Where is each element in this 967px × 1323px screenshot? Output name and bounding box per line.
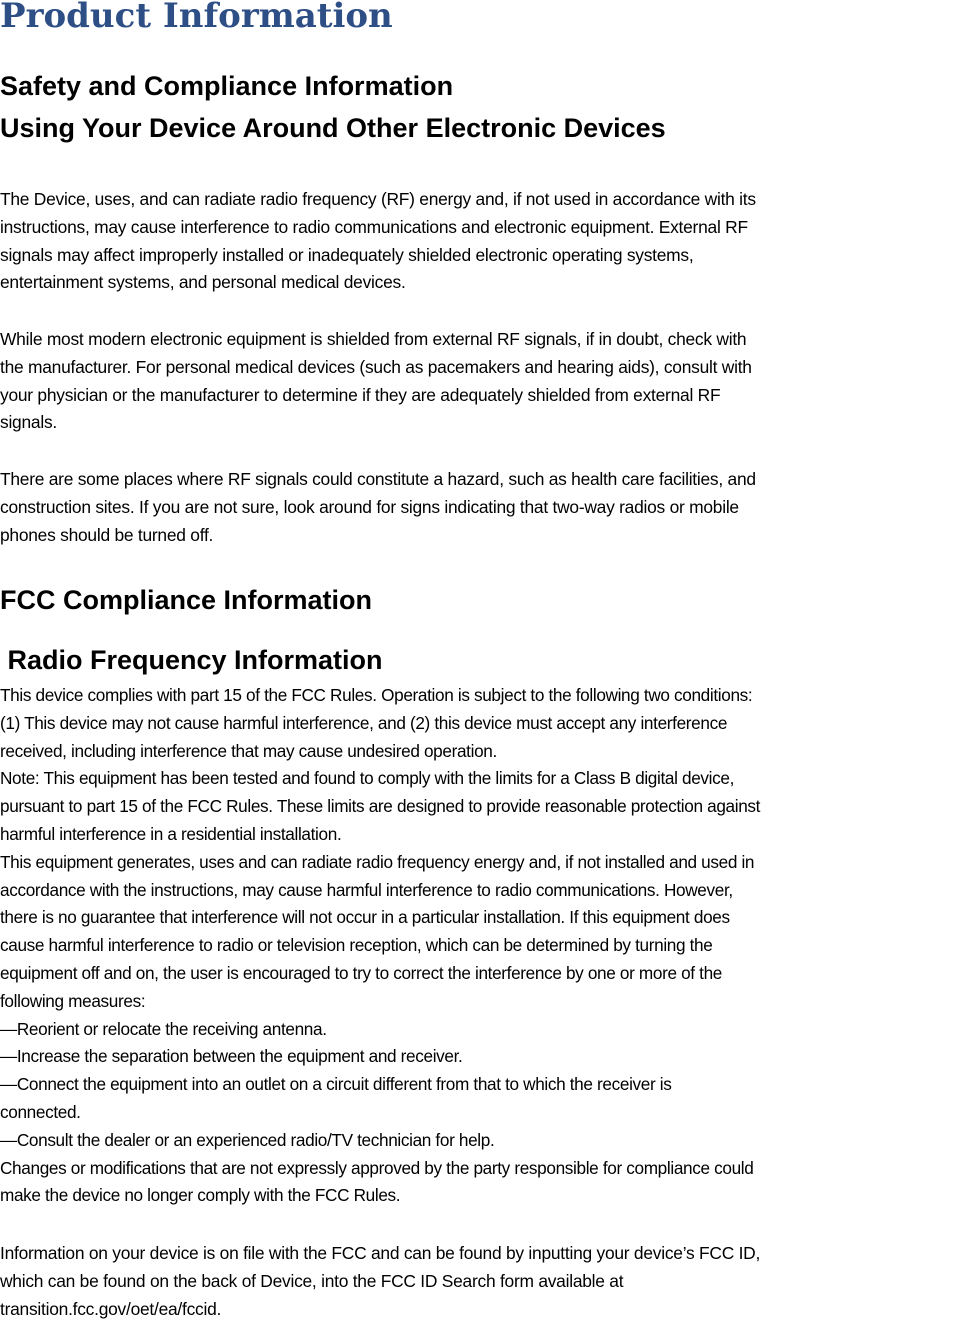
text-line: —Connect the equipment into an outlet on a circuit different from that to which the receiver is xyxy=(0,1074,672,1095)
text-line: —Reorient or relocate the receiving antenna. xyxy=(0,1018,327,1039)
text-line: cause harmful interference to radio or television reception, which can be determined by turning the xyxy=(0,935,713,956)
text-line: phones should be turned off. xyxy=(0,524,214,545)
text-line: make the device no longer comply with the FCC Rules. xyxy=(0,1185,401,1206)
text-line: equipment off and on, the user is encouraged to try to correct the interference by one or more of the xyxy=(0,962,722,983)
safety-paragraph-3 xyxy=(0,466,967,549)
electronic-devices-heading: Using Your Device Around Other Electronic Devices xyxy=(0,113,666,143)
text-line: (1) This device may not cause harmful interference, and (2) this device must accept any interference xyxy=(0,712,728,733)
text-line: While most modern electronic equipment is shielded from external RF signals, if in doubt, check with xyxy=(0,329,747,349)
text-line: This equipment generates, uses and can radiate radio frequency energy and, if not installed and used in xyxy=(0,851,755,872)
text-line: Changes or modifications that are not expressly approved by the party responsible for compliance could xyxy=(0,1157,754,1178)
text-line: instructions, may cause interference to radio communications and electronic equipment. External RF xyxy=(0,216,748,237)
text-line: entertainment systems, and personal medical devices. xyxy=(0,272,406,293)
page-title: Product Information xyxy=(0,0,393,36)
text-line: following measures: xyxy=(0,990,146,1011)
fcc-heading: FCC Compliance Information xyxy=(0,585,373,615)
text-line: construction sites. If you are not sure, look around for signs indicating that two-way radios or mobile xyxy=(0,496,739,517)
text-line: the manufacturer. For personal medical devices (such as pacemakers and hearing aids), consult with xyxy=(0,356,752,377)
rf-subheading: Radio Frequency Information xyxy=(0,645,383,675)
text-line: your physician or the manufacturer to determine if they are adequately shielded from external RF xyxy=(0,384,721,405)
text-line: there is no guarantee that interference will not occur in a particular installation. If this equipment does xyxy=(0,907,730,928)
text-line: connected. xyxy=(0,1101,81,1122)
safety-paragraph-2 xyxy=(0,326,967,437)
text-line: This device complies with part 15 of the FCC Rules. Operation is subject to the following two conditions: xyxy=(0,685,753,705)
text-line: signals may affect improperly installed or inadequately shielded electronic operating systems, xyxy=(0,244,694,265)
text-line: transition.fcc.gov/oet/ea/fccid. xyxy=(0,1298,222,1319)
text-line: There are some places where RF signals could constitute a hazard, such as health care facilities, and xyxy=(0,469,756,489)
text-line: Note: This equipment has been tested and found to comply with the limits for a Class B digital device, xyxy=(0,768,735,789)
text-line: received, including interference that may cause undesired operation. xyxy=(0,740,497,761)
text-line: accordance with the instructions, may cause harmful interference to radio communications. However, xyxy=(0,879,733,900)
fcc-id-paragraph xyxy=(0,1240,967,1323)
fcc-body xyxy=(0,682,967,1210)
text-line: which can be found on the back of Device, into the FCC ID Search form available at xyxy=(0,1270,624,1291)
text-line: pursuant to part 15 of the FCC Rules. These limits are designed to provide reasonable protection against xyxy=(0,796,761,817)
safety-heading: Safety and Compliance Information xyxy=(0,71,454,101)
text-line: —Increase the separation between the equipment and receiver. xyxy=(0,1046,463,1067)
text-line: Information on your device is on file with the FCC and can be found by inputting your device’s FCC ID, xyxy=(0,1243,761,1263)
text-line: signals. xyxy=(0,412,57,433)
text-line: harmful interference in a residential installation. xyxy=(0,823,342,844)
safety-paragraph-1 xyxy=(0,186,967,297)
text-line: —Consult the dealer or an experienced radio/TV technician for help. xyxy=(0,1129,495,1150)
text-line: The Device, uses, and can radiate radio frequency (RF) energy and, if not used in accordance with its xyxy=(0,189,756,209)
